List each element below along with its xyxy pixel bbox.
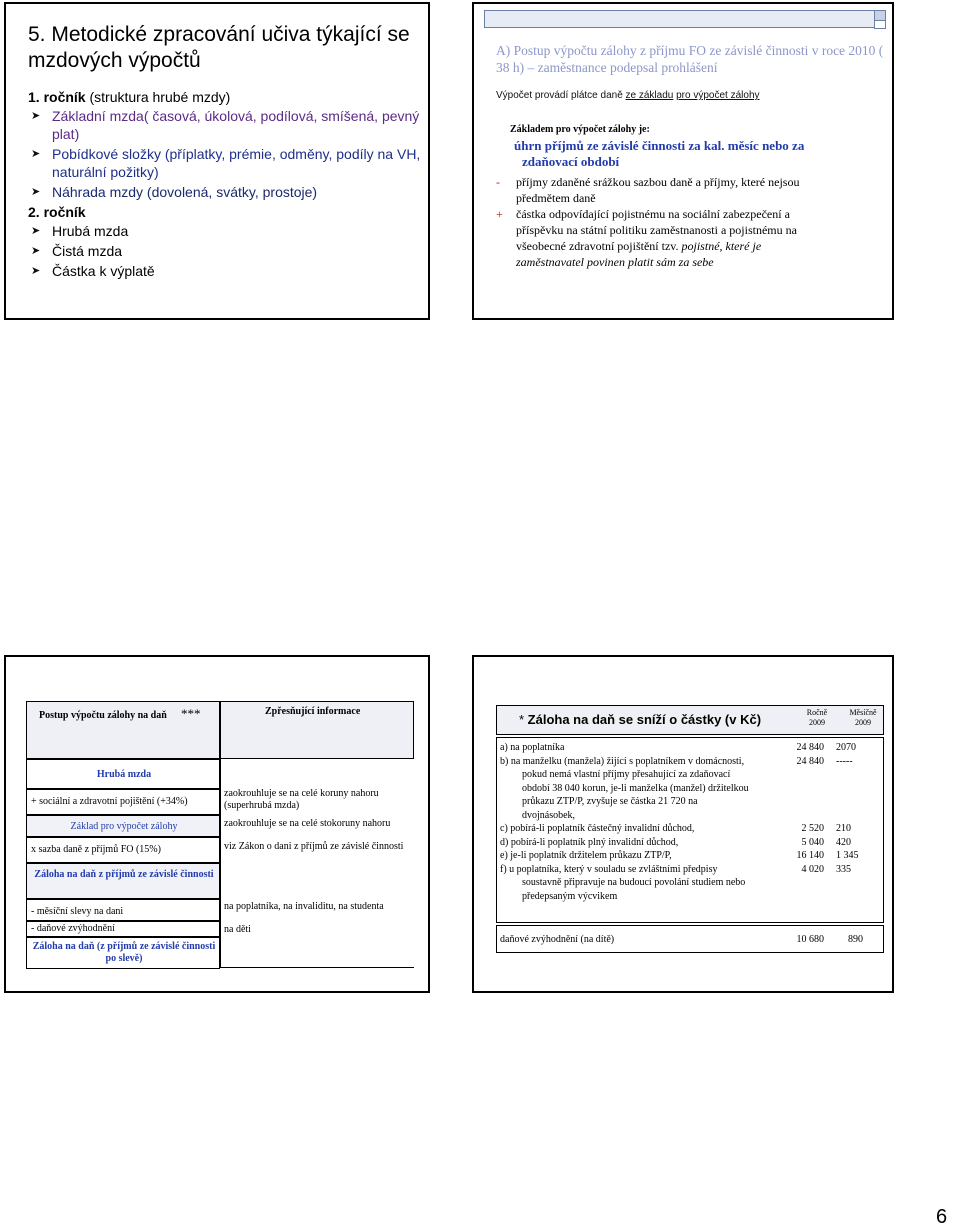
step-text: Záloha na daň (z příjmů ze závislé činnosti po slevě) [32,941,216,964]
monthly-value: 335 [836,863,851,875]
list-item-text: Čistá mzda [52,243,123,259]
column-label: Měsíčně [849,708,877,717]
column-yearly [797,708,837,728]
yearly-value: 24 840 [796,755,824,767]
monthly-value: 420 [836,836,851,848]
note-discounts: na poplatníka, na invaliditu, na studenta [224,901,384,912]
step-gross-wage [26,759,220,789]
yearly-value: 10 680 [796,934,824,945]
year-1-heading [28,88,423,106]
step-tax-benefit [26,921,220,937]
header-right-label: Zpřesňující informace [265,706,361,717]
note-children: na děti [224,924,251,935]
yearly-value: 5 040 [801,836,824,848]
step-text: Hrubá mzda [96,769,152,780]
monthly-value: 210 [836,823,851,834]
yearly-value: 16 140 [796,850,824,861]
title-star: * [519,712,525,727]
list-item-text: Náhrada mzdy (dovolená, svátky, prostoje) [52,184,318,200]
plus-line-text: všeobecné zdravotní pojištění tzv. [516,239,679,253]
header-stars: *** [181,706,201,721]
discount-row-c: c) pobírá-li poplatník částečný invalidní důchod, [500,823,695,834]
monthly-value: 890 [848,934,863,945]
step-tax-rate [26,837,220,863]
discount-row-f [500,863,800,904]
year-1-label: 1. ročník [28,89,86,105]
note-rounding: zaokrouhluje se na celé koruny nahoru (superhrubá mzda) [224,788,379,811]
monthly-value: 2070 [836,742,856,753]
decorative-header-band [484,10,886,28]
slide-2-title: A) Postup výpočtu zálohy z příjmu FO ze závislé činnosti v roce 2010 ( 38 h) – zaměstnance podepsal prohlášení [496,43,884,75]
step-text: Základ pro výpočet zálohy [70,821,178,832]
discount-row-e: e) je-li poplatník držitelem průkazu ZTP/P, [500,850,672,861]
row-line: b) na manželku (manžela) žijící s poplatníkem v domácnosti, [500,755,745,767]
row-line: předepsaným výcvikem [522,890,618,902]
arrow-bullet-icon: ➤ [31,186,41,198]
list-item-text: Částka k výplatě [52,263,155,279]
subtitle-underlined: pro výpočet zálohy [676,90,760,101]
plus-sign: + [496,207,503,221]
list-item-text: Pobídkové složky (příplatky, prémie, odměny, podíly na VH, naturální požitky) [52,146,421,180]
step-advance-after [26,937,220,969]
row-line: f) u poplatníka, který v souladu se zvláštními předpisy [500,863,718,875]
arrow-bullet-icon: ➤ [31,245,41,257]
list-item [28,242,423,260]
list-item [28,145,423,181]
minus-line: předmětem daně [516,191,596,205]
minus-sign: - [496,175,500,189]
step-text: + sociální a zdravotní pojištění (+34%) [31,796,188,807]
subtitle-underlined: ze základu [625,90,674,101]
year-2-heading [28,203,423,221]
title-text: Záloha na daň se sníží o částky (v Kč) [524,712,762,727]
list-item [28,107,423,143]
minus-line: příjmy zdaněné srážkou sazbou daně a příjmy, které nejsou [516,175,800,189]
slide-1-title: 5. Metodické zpracování učiva týkající se mzdových výpočtů [28,23,410,72]
step-discounts [26,899,220,921]
plus-line-italic: pojistné, které je [678,239,762,253]
step-insurance [26,789,220,815]
plus-line [496,238,886,254]
discount-row-a: a) na poplatníka [500,742,565,753]
slide-4-title [519,712,761,727]
base-label: Základem pro výpočet zálohy je: [510,124,650,135]
subtitle-text: Výpočet provádí plátce daně [496,90,626,101]
plus-line: částka odpovídající pojistnému na sociální zabezpečení a [516,207,790,221]
discount-row-b [500,755,800,823]
monthly-value: 1 345 [836,850,859,861]
table-header-right [220,701,414,759]
row-line: průkazu ZTP/P, zvyšuje se částka 21 720 na [522,796,698,807]
slide-1 [4,2,430,320]
step-text: x sazba daně z příjmů FO (15%) [31,844,161,855]
slide-2 [472,2,894,320]
arrow-bullet-icon: ➤ [31,110,41,122]
income-sum-line: úhrn příjmů ze závislé činnosti za kal. měsíc nebo za [514,138,805,153]
slide-3 [4,655,430,993]
monthly-value: ----- [836,755,853,767]
slide-1-body [28,88,423,282]
income-sum [514,138,884,170]
step-base [26,815,220,837]
arrow-bullet-icon: ➤ [31,225,41,237]
yearly-value: 4 020 [801,863,824,875]
note-rounding-hundreds: zaokrouhluje se na celé stokoruny nahoru [224,818,391,829]
plus-line: příspěvku na státní politiku zaměstnanosti a pojistnému na [516,223,797,237]
column-year: 2009 [809,718,825,727]
divider [220,967,414,968]
page-number: 6 [936,1206,948,1228]
row-line: pokud nemá vlastní příjmy přesahující za zdaňovací [522,769,731,780]
step-advance [26,863,220,899]
arrow-bullet-icon: ➤ [31,265,41,277]
plus-item [496,206,886,270]
column-monthly [843,708,883,728]
column-label: Ročně [806,708,828,717]
discount-row-d: d) pobírá-li poplatník plný invalidní důchod, [500,836,679,848]
step-text: Záloha na daň z příjmů ze závislé činnosti [34,869,214,880]
slide-2-subtitle [496,90,886,101]
list-item-text: Hrubá mzda [52,223,129,239]
slide-4 [472,655,894,993]
list-item [28,262,423,280]
table-header-left [26,701,220,759]
minus-item [496,174,886,206]
year-2-label: 2. ročník [28,204,86,220]
header-left-label: Postup výpočtu zálohy na daň [39,710,167,721]
yearly-value: 2 520 [801,823,824,834]
list-item [28,183,423,201]
plus-line-italic: zaměstnavatel povinen platit sám za sebe [516,255,714,269]
list-item-text: Základní mzda( časová, úkolová, podílová, smíšená, pevný plat) [52,108,420,142]
step-text: - měsíční slevy na dani [31,906,124,917]
row-line: soustavně připravuje na budoucí povolání studiem nebo [522,877,746,888]
row-line: dvojnásobek, [522,809,576,821]
arrow-bullet-icon: ➤ [31,148,41,160]
divider [220,759,221,967]
note-law: viz Zákon o dani z příjmů ze závislé činnosti [224,841,404,852]
list-item [28,222,423,240]
column-year: 2009 [855,718,871,727]
plus-line [496,254,886,270]
year-1-note: (struktura hrubé mzdy) [85,89,231,105]
decorative-square [874,20,886,29]
income-sum-line: zdaňovací období [522,154,620,169]
tax-benefit-label: daňové zvýhodnění (na dítě) [500,934,615,945]
step-text: - daňové zvýhodnění [31,923,115,934]
row-line: období 38 040 korun, je-li manželka (manžel) držitelkou [522,782,749,794]
table-header [496,705,884,735]
yearly-value: 24 840 [796,742,824,753]
